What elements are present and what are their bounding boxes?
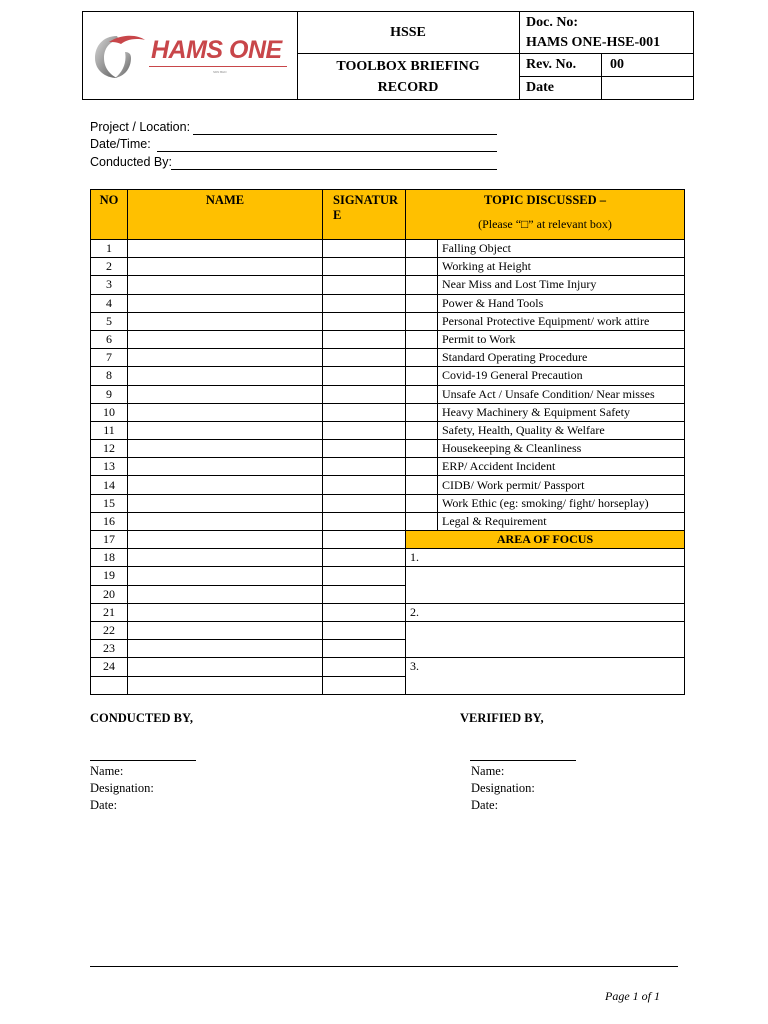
department-label: HSSE	[297, 12, 519, 54]
signature-cell[interactable]	[323, 294, 406, 312]
row-number: 22	[91, 621, 128, 639]
signature-cell[interactable]	[323, 440, 406, 458]
topic-checkbox[interactable]	[406, 367, 438, 385]
topic-label: Falling Object	[438, 240, 685, 258]
date-row	[519, 77, 694, 99]
date-value[interactable]	[602, 77, 694, 99]
title-line-1: TOOLBOX BRIEFING	[336, 58, 480, 74]
row-number: 24	[91, 658, 128, 676]
topic-label: Covid-19 General Precaution	[438, 367, 685, 385]
topic-label: Unsafe Act / Unsafe Condition/ Near misses	[438, 385, 685, 403]
table-row	[91, 385, 685, 403]
focus-point-1[interactable]: 1.	[406, 549, 685, 567]
topic-label: Housekeeping & Cleanliness	[438, 440, 685, 458]
table-row	[91, 258, 685, 276]
table-row	[91, 476, 685, 494]
topic-label: Power & Hand Tools	[438, 294, 685, 312]
row-number: 21	[91, 603, 128, 621]
verified-name-label: Name:	[471, 764, 505, 778]
document-header	[82, 11, 694, 100]
row-number: 3	[91, 276, 128, 294]
name-cell[interactable]	[128, 349, 323, 367]
topic-checkbox[interactable]	[406, 240, 438, 258]
table-row	[91, 458, 685, 476]
table-row	[91, 276, 685, 294]
table-row	[91, 621, 685, 639]
topic-label: Legal & Requirement	[438, 512, 685, 530]
signature-cell[interactable]	[323, 567, 406, 585]
document-title	[297, 54, 519, 99]
footer-rule	[90, 966, 678, 967]
name-cell[interactable]	[128, 330, 323, 348]
row-number: 4	[91, 294, 128, 312]
topic-label: Heavy Machinery & Equipment Safety	[438, 403, 685, 421]
name-cell[interactable]	[128, 385, 323, 403]
topic-label: Work Ethic (eg: smoking/ fight/ horseplay)	[438, 494, 685, 512]
topic-label: Standard Operating Procedure	[438, 349, 685, 367]
logo-subtext: SDN BHD	[213, 70, 227, 74]
col-header-topic	[406, 190, 685, 240]
name-cell[interactable]	[128, 367, 323, 385]
name-cell[interactable]	[128, 421, 323, 439]
focus-notes-area[interactable]	[406, 621, 685, 657]
topic-checkbox[interactable]	[406, 330, 438, 348]
signature-cell[interactable]	[323, 640, 406, 658]
attendance-table	[90, 189, 685, 695]
topic-checkbox[interactable]	[406, 258, 438, 276]
name-cell[interactable]	[128, 621, 323, 639]
doc-no-label: Doc. No:	[526, 15, 579, 30]
topic-checkbox[interactable]	[406, 494, 438, 512]
row-number	[91, 676, 128, 694]
table-row	[91, 440, 685, 458]
signature-cell[interactable]	[323, 385, 406, 403]
focus-point-3[interactable]: 3.	[406, 658, 685, 694]
topic-header-title: TOPIC DISCUSSED –	[483, 193, 607, 207]
row-number: 17	[91, 531, 128, 549]
col-header-name: NAME	[128, 190, 323, 240]
signature-cell[interactable]	[323, 549, 406, 567]
name-cell[interactable]	[128, 403, 323, 421]
name-cell[interactable]	[128, 531, 323, 549]
name-cell[interactable]	[128, 549, 323, 567]
datetime-field[interactable]	[157, 151, 497, 152]
signature-cell[interactable]	[323, 585, 406, 603]
verified-by-title: VERIFIED BY,	[460, 711, 544, 725]
conducted-designation-label: Designation:	[90, 781, 154, 795]
row-number: 15	[91, 494, 128, 512]
signature-cell[interactable]	[323, 312, 406, 330]
name-cell[interactable]	[128, 458, 323, 476]
title-cell	[297, 12, 520, 99]
topic-checkbox[interactable]	[406, 294, 438, 312]
conducted-by-label: Conducted By:	[90, 155, 172, 169]
logo-underline	[149, 66, 287, 67]
table-row	[91, 567, 685, 585]
name-cell[interactable]	[128, 567, 323, 585]
col-header-signature	[323, 190, 406, 240]
topic-checkbox[interactable]	[406, 421, 438, 439]
topic-checkbox[interactable]	[406, 440, 438, 458]
signature-cell[interactable]	[323, 476, 406, 494]
project-location-label: Project / Location:	[90, 120, 191, 134]
row-number: 5	[91, 312, 128, 330]
row-number: 8	[91, 367, 128, 385]
table-row	[91, 603, 685, 621]
company-logo	[91, 30, 291, 82]
name-cell[interactable]	[128, 258, 323, 276]
signature-cell[interactable]	[323, 367, 406, 385]
conducted-date-label: Date:	[90, 798, 118, 812]
name-cell[interactable]	[128, 512, 323, 530]
topic-label: Near Miss and Lost Time Injury	[438, 276, 685, 294]
signature-cell[interactable]	[323, 403, 406, 421]
signature-cell[interactable]	[323, 531, 406, 549]
row-number: 13	[91, 458, 128, 476]
row-number: 20	[91, 585, 128, 603]
verified-signature-line[interactable]	[470, 760, 576, 761]
row-number: 19	[91, 567, 128, 585]
table-row	[91, 294, 685, 312]
signature-cell[interactable]	[323, 330, 406, 348]
row-number: 18	[91, 549, 128, 567]
topic-label: CIDB/ Work permit/ Passport	[438, 476, 685, 494]
topic-checkbox[interactable]	[406, 276, 438, 294]
topic-header-note: (Please “□” at relevant box)	[478, 217, 612, 231]
table-row	[91, 367, 685, 385]
table-row	[91, 512, 685, 530]
name-cell[interactable]	[128, 276, 323, 294]
doc-control-cell	[519, 12, 694, 99]
signature-cell[interactable]	[323, 658, 406, 676]
row-number: 11	[91, 421, 128, 439]
topic-label: Personal Protective Equipment/ work attire	[438, 312, 685, 330]
signature-cell[interactable]	[323, 276, 406, 294]
row-number: 23	[91, 640, 128, 658]
row-number: 10	[91, 403, 128, 421]
topic-label: Working at Height	[438, 258, 685, 276]
table-row	[91, 240, 685, 258]
table-row	[91, 658, 685, 676]
logo-wordmark: HAMS ONE	[151, 36, 282, 64]
table-row	[91, 549, 685, 567]
focus-point-2[interactable]: 2.	[406, 603, 685, 621]
name-cell[interactable]	[128, 294, 323, 312]
date-label: Date	[519, 77, 602, 99]
page-number: Page 1 of 1	[605, 989, 660, 1003]
doc-no-value: HAMS ONE-HSE-001	[526, 35, 661, 50]
signature-cell[interactable]	[323, 603, 406, 621]
col-header-no: NO	[91, 190, 128, 240]
name-cell[interactable]	[128, 494, 323, 512]
conducted-signature-line[interactable]	[90, 760, 196, 761]
name-cell[interactable]	[128, 476, 323, 494]
conducted-by-title: CONDUCTED BY,	[90, 711, 194, 725]
signature-cell[interactable]	[323, 494, 406, 512]
signature-cell[interactable]	[323, 512, 406, 530]
datetime-label: Date/Time:	[90, 137, 151, 151]
topic-checkbox[interactable]	[406, 512, 438, 530]
row-number: 14	[91, 476, 128, 494]
row-number: 12	[91, 440, 128, 458]
topic-checkbox[interactable]	[406, 458, 438, 476]
row-number: 7	[91, 349, 128, 367]
topic-checkbox[interactable]	[406, 403, 438, 421]
table-row	[91, 312, 685, 330]
verified-designation-label: Designation:	[471, 781, 535, 795]
topic-checkbox[interactable]	[406, 385, 438, 403]
verified-date-label: Date:	[471, 798, 499, 812]
signature-cell[interactable]	[323, 458, 406, 476]
row-number: 6	[91, 330, 128, 348]
conducted-by-field[interactable]	[171, 169, 497, 170]
signature-cell[interactable]	[323, 240, 406, 258]
area-of-focus-header: AREA OF FOCUS	[406, 531, 685, 549]
signature-header-line1: SIGNATUR	[333, 193, 399, 207]
signature-cell[interactable]	[323, 421, 406, 439]
table-row	[91, 403, 685, 421]
doc-no-block	[519, 12, 694, 54]
project-location-field[interactable]	[193, 134, 497, 135]
table-row	[91, 349, 685, 367]
name-cell[interactable]	[128, 676, 323, 694]
name-cell[interactable]	[128, 440, 323, 458]
focus-notes-area[interactable]	[406, 567, 685, 603]
topic-checkbox[interactable]	[406, 349, 438, 367]
table-row	[91, 421, 685, 439]
signature-cell[interactable]	[323, 258, 406, 276]
row-number: 2	[91, 258, 128, 276]
name-cell[interactable]	[128, 658, 323, 676]
signature-header-line2: E	[333, 208, 342, 222]
topic-checkbox[interactable]	[406, 312, 438, 330]
conducted-name-label: Name:	[90, 764, 124, 778]
table-row	[91, 330, 685, 348]
topic-label: ERP/ Accident Incident	[438, 458, 685, 476]
signature-cell[interactable]	[323, 621, 406, 639]
rev-row	[519, 54, 694, 77]
signature-cell[interactable]	[323, 676, 406, 694]
logo-cell	[83, 12, 298, 99]
topic-label: Safety, Health, Quality & Welfare	[438, 421, 685, 439]
signature-cell[interactable]	[323, 349, 406, 367]
topic-checkbox[interactable]	[406, 476, 438, 494]
rev-value: 00	[610, 57, 624, 72]
rev-label: Rev. No.	[519, 54, 602, 76]
name-cell[interactable]	[128, 640, 323, 658]
topic-label: Permit to Work	[438, 330, 685, 348]
row-number: 9	[91, 385, 128, 403]
name-cell[interactable]	[128, 240, 323, 258]
table-row	[91, 531, 685, 549]
name-cell[interactable]	[128, 603, 323, 621]
name-cell[interactable]	[128, 312, 323, 330]
table-row	[91, 494, 685, 512]
row-number: 1	[91, 240, 128, 258]
logo-swoosh-icon	[91, 30, 149, 82]
title-line-2: RECORD	[377, 79, 439, 95]
row-number: 16	[91, 512, 128, 530]
name-cell[interactable]	[128, 585, 323, 603]
